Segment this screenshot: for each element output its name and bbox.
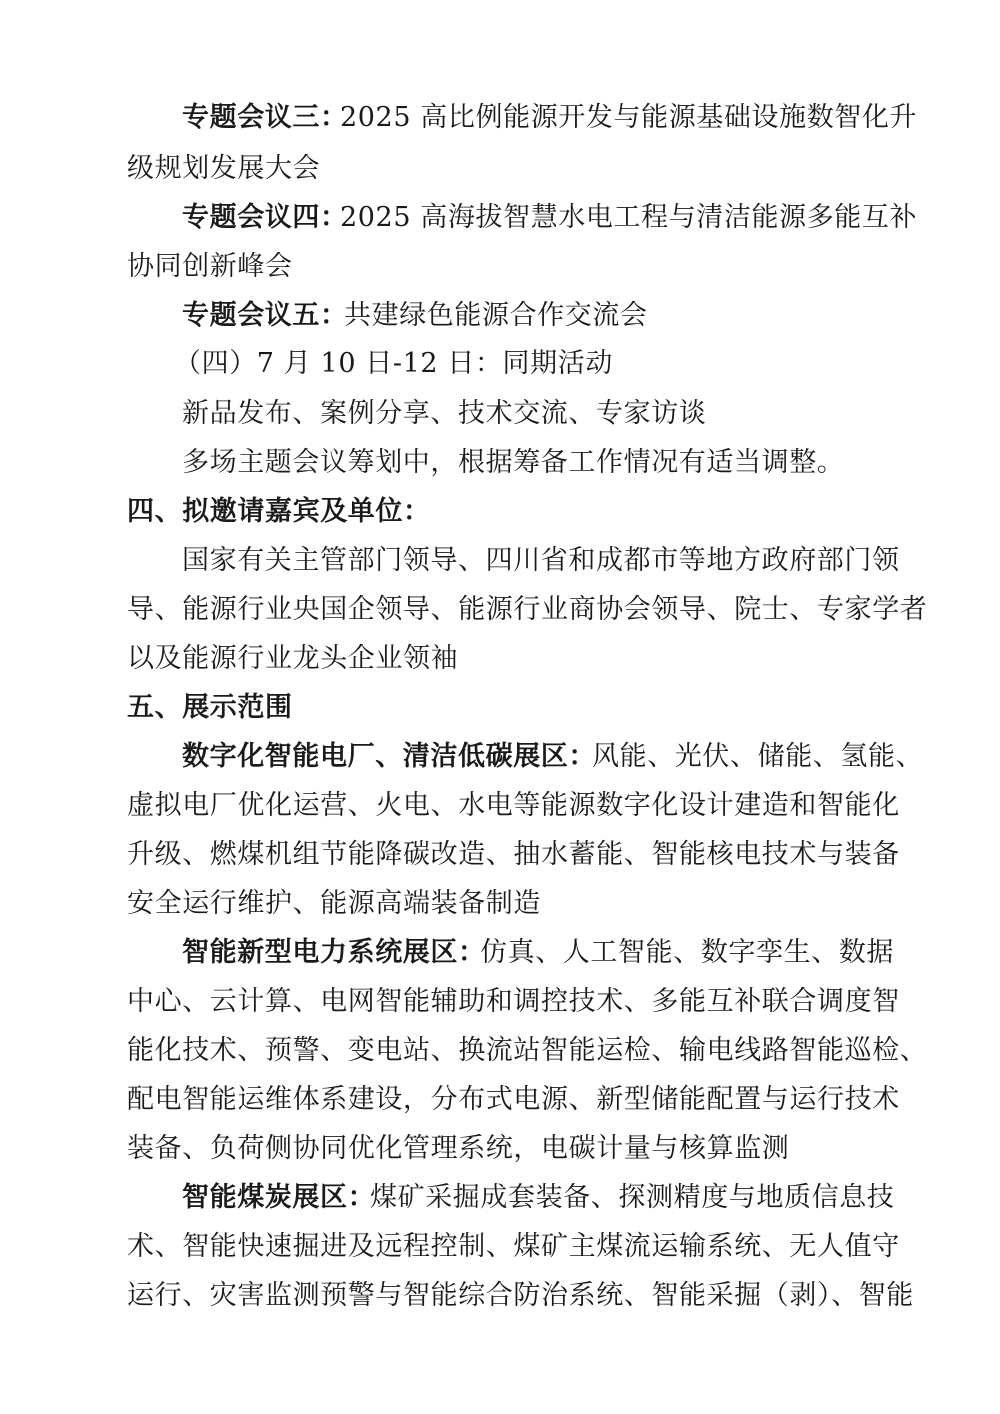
subforum-3-label: 专题会议三： [182,102,348,133]
guests-heading: 四、拟邀请嘉宾及单位： [127,496,431,527]
scope-heading: 五、展示范围 [127,692,293,723]
subforum-5-title: 共建绿色能源合作交流会 [344,300,648,331]
zone3-label: 智能煤炭展区： [182,1182,376,1213]
guests-text-3: 以及能源行业龙头企业领袖 [127,643,459,674]
zone2-line-2 [0,984,1000,1020]
zone3-line-1 [0,1180,1000,1216]
scope-heading-line [0,690,1000,726]
subforum-4-continuation [0,249,1000,285]
zone2-text-4: 配电智能运维体系建设，分布式电源、新型储能配置与运行技术 [127,1084,900,1115]
zone1-text-1: 风能、光伏、储能、氢能、 [592,741,924,772]
zone3-line-2 [0,1229,1000,1265]
zone3-text-1: 煤矿采掘成套装备、探测精度与地质信息技 [370,1182,895,1213]
subforum-3-line [0,100,1000,136]
subforum-4-title-cont: 协同创新峰会 [127,251,293,282]
zone2-line-5 [0,1131,1000,1167]
zone2-text-5: 装备、负荷侧协同优化管理系统，电碳计量与核算监测 [127,1133,790,1164]
zone3-text-2: 术、智能快速掘进及远程控制、煤矿主煤流运输系统、无人值守 [127,1231,900,1262]
activities-items-line [0,396,1000,432]
subforum-4-line [0,200,1000,236]
guests-line-1 [0,543,1000,579]
zone3-line-3 [0,1278,1000,1314]
guests-heading-line [0,494,1000,530]
activities-items: 新品发布、案例分享、技术交流、专家访谈 [182,398,707,429]
zone1-text-3: 升级、燃煤机组节能降碳改造、抽水蓄能、智能核电技术与装备 [127,839,900,870]
zone1-text-4: 安全运行维护、能源高端装备制造 [127,888,541,919]
activities-heading-line [0,346,1000,382]
subforum-5-label: 专题会议五： [182,300,348,331]
zone1-line-1 [0,739,1000,775]
zone2-label: 智能新型电力系统展区： [182,937,486,968]
subforum-4-label: 专题会议四： [182,202,348,233]
guests-line-3 [0,641,1000,677]
zone2-text-2: 中心、云计算、电网智能辅助和调控技术、多能互补联合调度智 [127,986,900,1017]
zone2-line-3 [0,1033,1000,1069]
zone1-line-3 [0,837,1000,873]
zone2-line-4 [0,1082,1000,1118]
guests-text-1: 国家有关主管部门领导、四川省和成都市等地方政府部门领 [182,545,900,576]
subforum-3-title: 2025 高比例能源开发与能源基础设施数智化升 [340,102,918,133]
zone2-text-1: 仿真、人工智能、数字孪生、数据 [480,937,894,968]
zone1-line-4 [0,886,1000,922]
zone3-text-3: 运行、灾害监测预警与智能综合防治系统、智能采掘（剥）、智能 [127,1280,914,1311]
subforum-3-title-cont: 级规划发展大会 [127,153,321,184]
guests-line-2 [0,592,1000,628]
activities-heading: （四）7 月 10 日-12 日：同期活动 [174,348,613,379]
activities-note: 多场主题会议筹划中，根据筹备工作情况有适当调整。 [182,447,845,478]
zone1-label: 数字化智能电厂、清洁低碳展区： [182,741,596,772]
zone2-text-3: 能化技术、预警、变电站、换流站智能运检、输电线路智能巡检、 [127,1035,928,1066]
zone2-line-1 [0,935,1000,971]
subforum-5-line [0,298,1000,334]
subforum-4-title: 2025 高海拔智慧水电工程与清洁能源多能互补 [340,202,918,233]
zone1-line-2 [0,788,1000,824]
activities-note-line [0,445,1000,481]
zone1-text-2: 虚拟电厂优化运营、火电、水电等能源数字化设计建造和智能化 [127,790,900,821]
guests-text-2: 导、能源行业央国企领导、能源行业商协会领导、院士、专家学者 [127,594,928,625]
subforum-3-continuation [0,151,1000,187]
